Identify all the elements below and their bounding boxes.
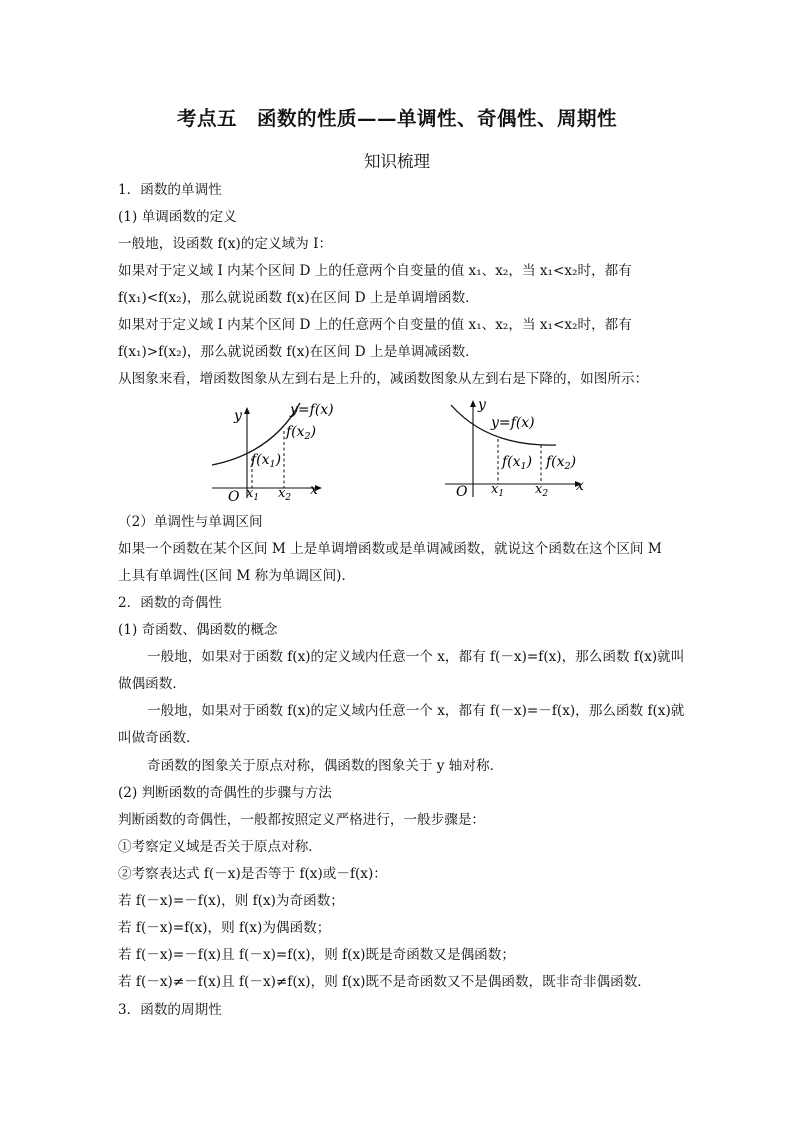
origin-label: O: [456, 484, 468, 500]
paragraph-line: 如果对于定义域 I 内某个区间 D 上的任意两个自变量的值 x₁、x₂，当 x₁<x₂时，都有: [118, 317, 632, 333]
curve-label: y=f(x): [290, 402, 334, 418]
paragraph-line: 若 f(－x)=－f(x)且 f(－x)=f(x)，则 f(x)既是奇函数又是偶函数；: [118, 947, 515, 963]
x1-label: $x_1$: [246, 486, 260, 503]
y-axis-label: y: [234, 408, 242, 424]
fx2-label: $f(x_2)$: [546, 454, 577, 472]
paragraph-line: 一般地，如果对于函数 f(x)的定义域内任意一个 x，都有 f(－x)=－f(x)，那么函数 f(x)就: [147, 703, 685, 719]
x2-label: $x_2$: [535, 482, 549, 499]
subheading-odd-even-concept: (1) 奇函数、偶函数的概念: [118, 622, 278, 638]
x-axis-label: x: [310, 482, 318, 498]
paragraph-line: 如果对于定义域 I 内某个区间 D 上的任意两个自变量的值 x₁、x₂，当 x₁<x₂时，都有: [118, 263, 632, 279]
paragraph-line: 判断函数的奇偶性，一般都按照定义严格进行，一般步骤是：: [118, 812, 486, 828]
subheading-monotone-interval: （2）单调性与单调区间: [118, 514, 263, 530]
heading-monotonicity: 1．函数的单调性: [118, 182, 222, 198]
paragraph-line: 若 f(－x)=－f(x)，则 f(x)为奇函数；: [118, 893, 344, 909]
y-axis-arrow: [244, 407, 250, 414]
paragraph-line: 若 f(－x)≠－f(x)且 f(－x)≠f(x)，则 f(x)既不是奇函数又不是偶函数，既非奇非偶函数．: [118, 974, 651, 990]
origin-label: O: [228, 489, 240, 505]
subheading-parity-steps: (2) 判断函数的奇偶性的步骤与方法: [118, 785, 332, 801]
increasing-function-graph: [200, 395, 334, 505]
step-item: ①考察定义域是否关于原点对称．: [118, 839, 322, 855]
paragraph-line: f(x₁)>f(x₂)，那么就说函数 f(x)在区间 D 上是单调减函数．: [118, 344, 479, 360]
step-item: ②考察表达式 f(－x)是否等于 f(x)或－f(x)：: [118, 866, 387, 882]
x-axis-label: x: [576, 478, 584, 494]
heading-periodicity: 3．函数的周期性: [118, 1002, 222, 1018]
subheading-monotone-definition: (1) 单调函数的定义: [118, 209, 237, 225]
y-axis-arrow: [470, 400, 476, 407]
heading-parity: 2．函数的奇偶性: [118, 595, 222, 611]
fx2-label: $f(x_2)$: [286, 424, 317, 442]
decreasing-function-graph: [443, 395, 593, 505]
paragraph-line: 一般地，如果对于函数 f(x)的定义域内任意一个 x，都有 f(－x)=f(x)，那么函数 f(x)就叫: [147, 649, 685, 665]
paragraph-line: 奇函数的图象关于原点对称，偶函数的图象关于 y 轴对称．: [147, 758, 504, 774]
y-axis-label: y: [478, 397, 486, 413]
paragraph-line: f(x₁)<f(x₂)，那么就说函数 f(x)在区间 D 上是单调增函数．: [118, 290, 479, 306]
paragraph-line: 上具有单调性(区间 M 称为单调区间)．: [118, 568, 356, 584]
section-subtitle: 知识梳理: [364, 152, 430, 171]
fx1-label: $f(x_1)$: [251, 452, 282, 470]
curve-label: y=f(x): [491, 415, 535, 431]
paragraph-line: 做偶函数．: [118, 676, 186, 692]
page-title: 考点五 函数的性质——单调性、奇偶性、周期性: [176, 107, 617, 130]
paragraph-line: 一般地，设函数 f(x)的定义域为 I：: [118, 236, 333, 252]
x1-label: $x_1$: [491, 482, 505, 499]
x2-label: $x_2$: [278, 486, 292, 503]
paragraph-line: 叫做奇函数．: [118, 730, 200, 746]
monotonic-figures: [200, 395, 600, 507]
paragraph-line: 若 f(－x)=f(x)，则 f(x)为偶函数；: [118, 920, 331, 936]
fx1-label: $f(x_1)$: [502, 454, 533, 472]
paragraph-line: 从图象来看，增函数图象从左到右是上升的，减函数图象从左到右是下降的，如图所示：: [118, 371, 649, 387]
paragraph-line: 如果一个函数在某个区间 M 上是单调增函数或是单调减函数，就说这个函数在这个区间 M: [118, 541, 662, 557]
